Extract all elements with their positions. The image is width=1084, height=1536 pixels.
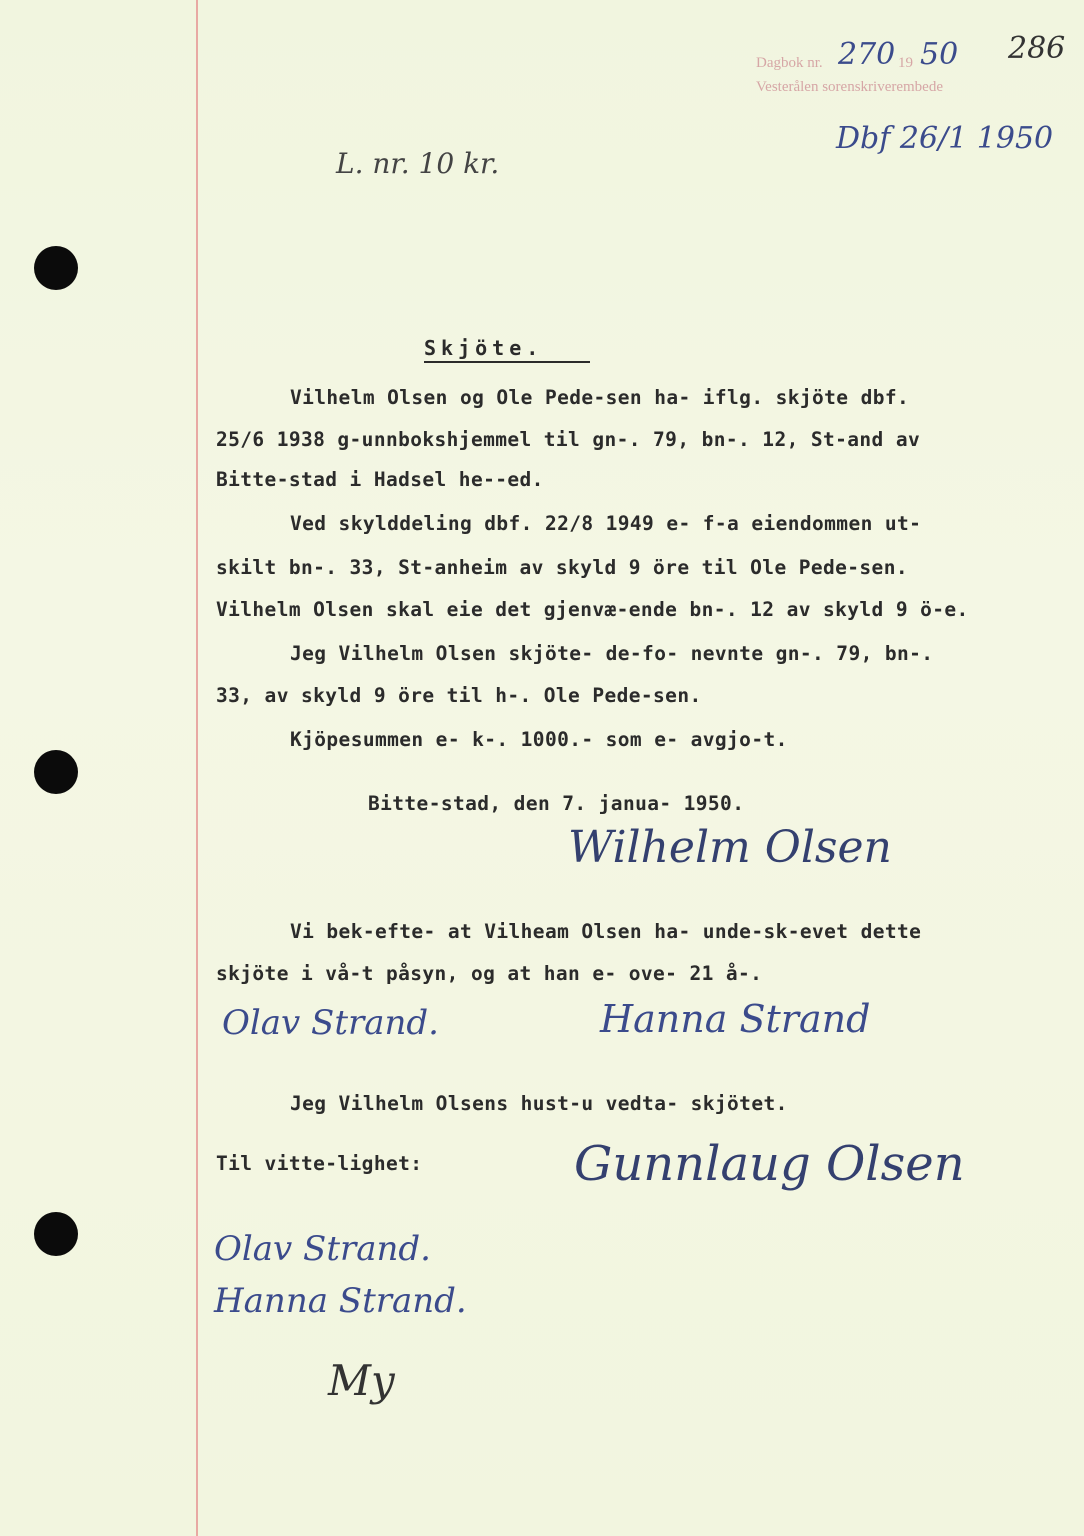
seller-signature: Wilhelm Olsen <box>568 822 892 873</box>
body-line: 33, av skyld 9 öre til h-. Ole Pede-sen. <box>216 684 702 707</box>
body-line: Jeg Vilhelm Olsens hust-u vedta- skjötet. <box>290 1092 788 1115</box>
punch-hole <box>34 246 78 290</box>
body-line: Ved skylddeling dbf. 22/8 1949 e- f-a eiendommen ut- <box>290 512 922 535</box>
document-title: Skjöte. <box>424 336 544 360</box>
body-line: Vi bek-efte- at Vilheam Olsen ha- unde-sk-evet dette <box>290 920 922 943</box>
stamp-number: 270 <box>838 37 896 72</box>
page-number: 286 <box>1008 31 1066 66</box>
body-line: Vilhelm Olsen skal eie det gjenvæ-ende bn-. 12 av skyld 9 ö-e. <box>216 598 969 621</box>
title-underline <box>424 361 590 363</box>
stamp-office: Vesterålen sorenskriverembede <box>756 79 944 95</box>
stamp-label: Dagbok nr. <box>756 55 823 71</box>
body-line: skjöte i vå-t påsyn, og at han e- ove- 21 å-. <box>216 962 763 985</box>
body-line: Bitte-stad i Hadsel he--ed. <box>216 468 544 491</box>
spouse-signature: Gunnlaug Olsen <box>574 1136 965 1192</box>
witness-signature: Olav Strand. <box>222 1003 439 1043</box>
date-line: Bitte-stad, den 7. janua- 1950. <box>368 792 745 815</box>
body-line: Jeg Vilhelm Olsen skjöte- de-fo- nevnte gn-. 79, bn-. <box>290 642 934 665</box>
body-line: skilt bn-. 33, St-anheim av skyld 9 öre til Ole Pede-sen. <box>216 556 908 579</box>
initials-mark: My <box>328 1356 395 1405</box>
body-line: Vilhelm Olsen og Ole Pede-sen ha- iflg. skjöte dbf. <box>290 386 910 409</box>
punch-hole <box>34 750 78 794</box>
margin-line <box>196 0 198 1536</box>
pencil-note: L. nr. 10 kr. <box>336 147 500 180</box>
witness-signature: Olav Strand. <box>214 1229 431 1269</box>
body-line: 25/6 1938 g-unnbokshjemmel til gn-. 79, bn-. 12, St-and av <box>216 428 921 451</box>
registration-note: Dbf 26/1 1950 <box>836 121 1054 156</box>
stamp-year-suffix: 50 <box>920 37 959 72</box>
witness-signature: Hanna Strand <box>600 997 871 1041</box>
punch-hole <box>34 1212 78 1256</box>
stamp-year-prefix: 19 <box>898 55 913 71</box>
til-vitterlighet-label: Til vitte-lighet: <box>216 1152 423 1175</box>
body-line: Kjöpesummen e- k-. 1000.- som e- avgjo-t. <box>290 728 788 751</box>
witness-signature: Hanna Strand. <box>214 1281 467 1321</box>
